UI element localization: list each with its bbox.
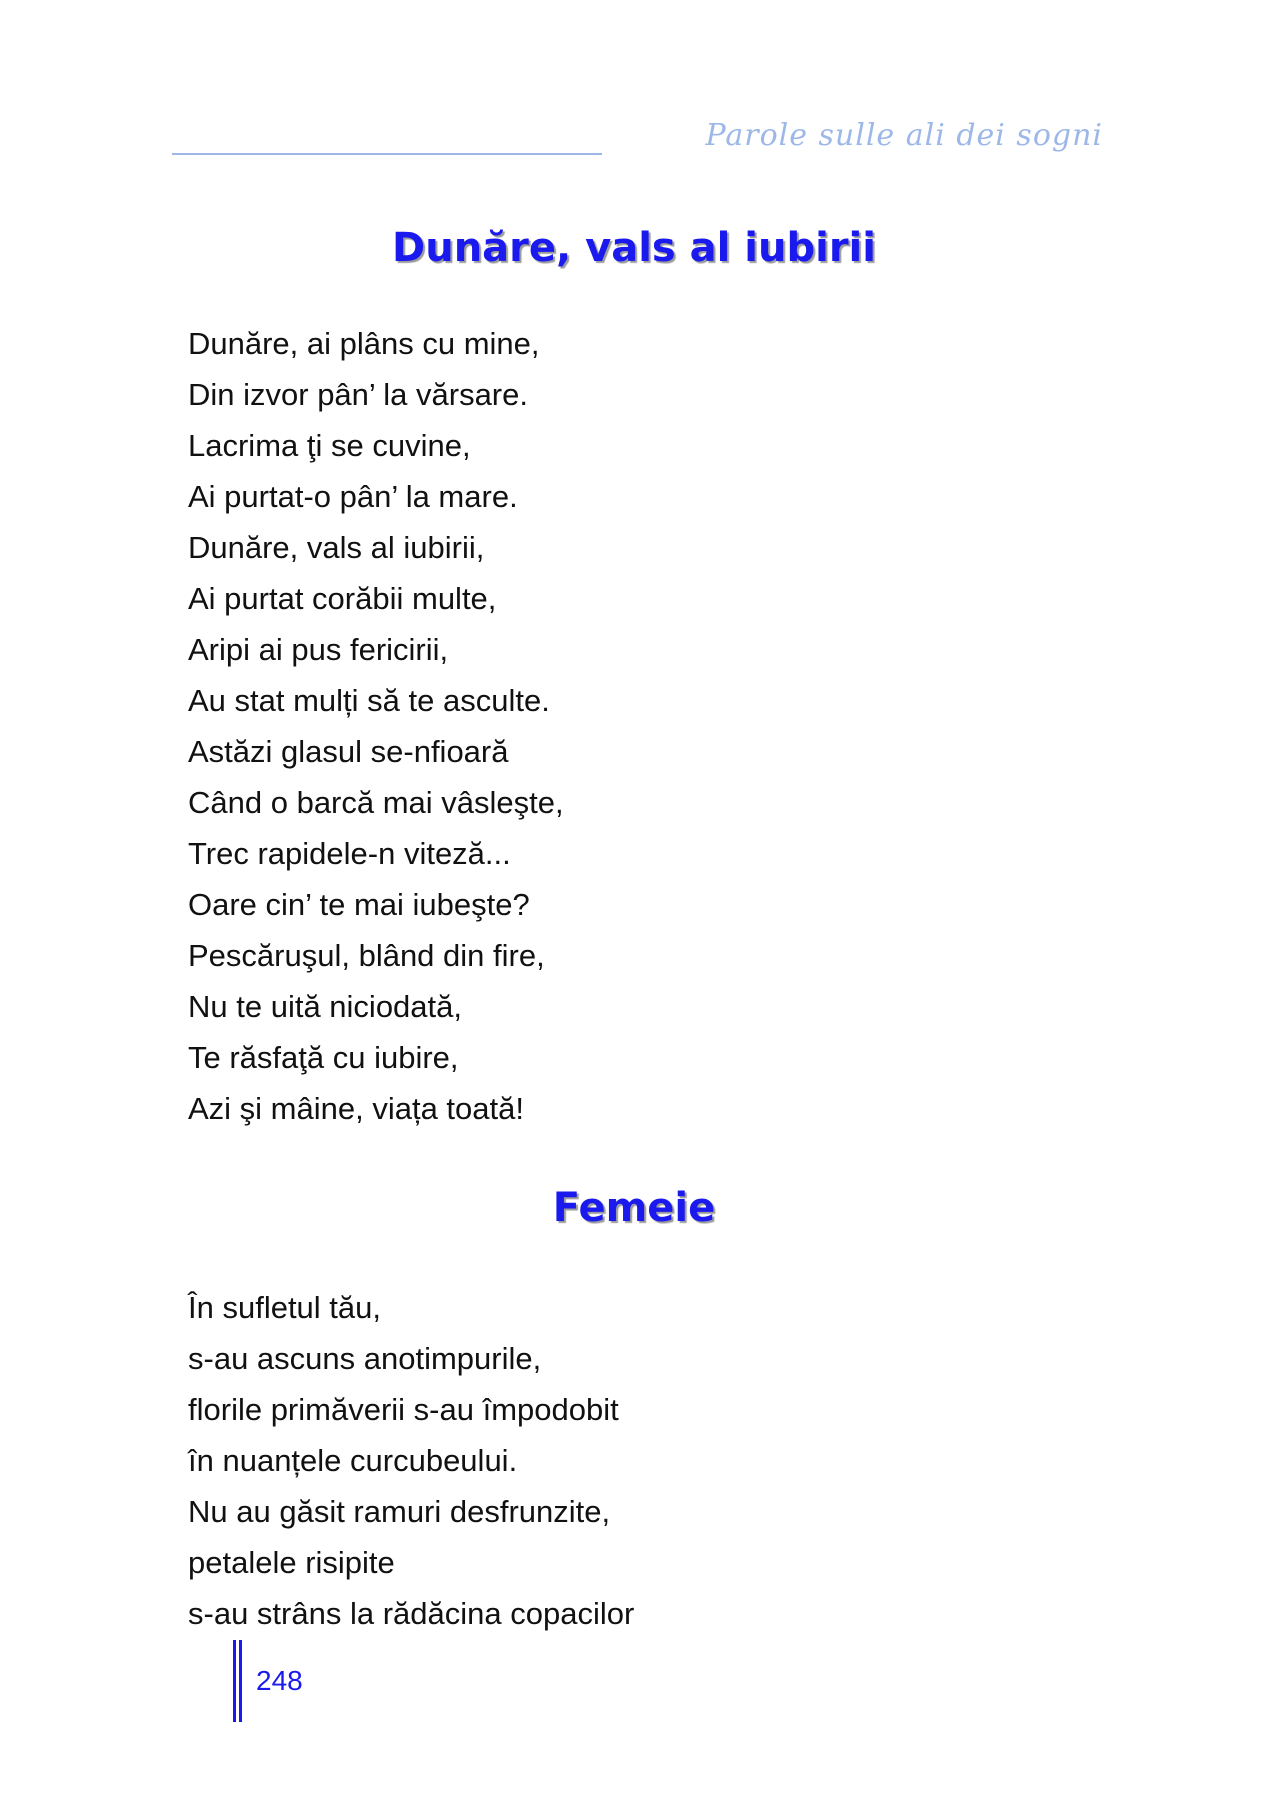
verse-line: s-au ascuns anotimpurile, [188, 1341, 542, 1376]
page-number-bar [233, 1640, 242, 1722]
verse-line: Oare cin’ te mai iubeşte? [188, 887, 530, 922]
verse-line: Dunăre, ai plâns cu mine, [188, 326, 540, 361]
verse-line: Astăzi glasul se-nfioară [188, 734, 509, 769]
running-head-title: Parole sulle ali dei sogni [705, 118, 1103, 153]
verse-line: Dunăre, vals al iubirii, [188, 530, 485, 565]
verse-line: Pescăruşul, blând din fire, [188, 938, 545, 973]
verse-line: Ai purtat-o pân’ la mare. [188, 479, 518, 514]
verse-line: Nu te uită niciodată, [188, 989, 463, 1024]
verse-line: Au stat mulți să te asculte. [188, 683, 550, 718]
verse-line: Aripi ai pus fericirii, [188, 632, 449, 667]
verse-line: petalele risipite [188, 1545, 395, 1580]
poem-title: Femeie [552, 1185, 716, 1231]
verse-line: Lacrima ţi se cuvine, [188, 428, 471, 463]
page-number: 248 [256, 1665, 303, 1696]
verse-line: Azi şi mâine, viața toată! [188, 1091, 524, 1126]
verse-line: Când o barcă mai vâsleşte, [188, 785, 564, 820]
verse-line: Nu au găsit ramuri desfrunzite, [188, 1494, 611, 1529]
verse-line: Din izvor pân’ la vărsare. [188, 377, 528, 412]
verse-line: florile primăverii s-au împodobit [188, 1392, 619, 1427]
verse-line: Trec rapidele-n viteză... [188, 836, 511, 871]
verse-line: Ai purtat corăbii multe, [188, 581, 497, 616]
verse-line: Te răsfaţă cu iubire, [188, 1040, 459, 1075]
verse-line: În sufletul tău, [188, 1290, 382, 1325]
verse-line: s-au strâns la rădăcina copacilor [188, 1596, 635, 1631]
header-rule [172, 153, 602, 155]
verse-line: în nuanțele curcubeului. [188, 1443, 518, 1478]
poem-body [188, 1282, 634, 1639]
poem-body [188, 318, 564, 1134]
poem-title: Dunăre, vals al iubirii [392, 225, 876, 271]
